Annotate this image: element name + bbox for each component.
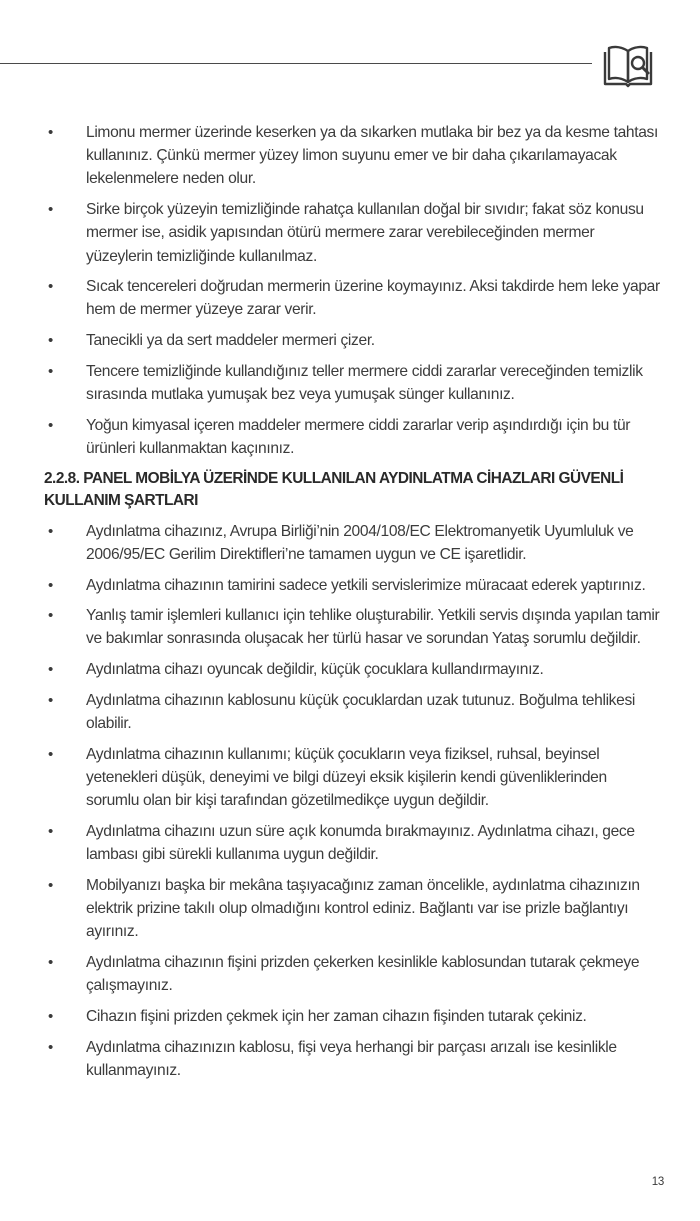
- list-item: • Aydınlatma cihazının tamirini sadece yetkili servislerimize müracaat ederek yaptırınız.: [44, 574, 660, 597]
- bullet: •: [48, 1007, 53, 1025]
- list-item: • Mobilyanızı başka bir mekâna taşıyacağınız zaman öncelikle, aydınlatma cihazınızın elektrik prizine takılı olup olmadığını kontrol ediniz. Bağlantı var ise prizle bağlantıyı ayırınız.: [44, 874, 660, 944]
- list-item: • Aydınlatma cihazınızın kablosu, fişi veya herhangi bir parçası arızalı ise kesinlikle kullanmayınız.: [44, 1036, 660, 1082]
- list-item: • Yanlış tamir işlemleri kullanıcı için tehlike oluşturabilir. Yetkili servis dışında yapılan tamir ve bakımlar sonrasında oluşacak her türlü hasar ve sorundan Yataş sorumlu değildir.: [44, 604, 660, 650]
- bullet: •: [48, 745, 53, 763]
- bullet: •: [48, 691, 53, 709]
- page-content: [44, 121, 660, 1089]
- list-item: • Tanecikli ya da sert maddeler mermeri çizer.: [44, 329, 660, 352]
- marble-care-list: [44, 121, 660, 460]
- page-number: 13: [651, 1176, 664, 1188]
- list-item: • Cihazın fişini prizden çekmek için her zaman cihazın fişinden tutarak çekiniz.: [44, 1005, 660, 1028]
- bullet: •: [48, 953, 53, 971]
- list-item: • Aydınlatma cihazını uzun süre açık konumda bırakmayınız. Aydınlatma cihazı, gece lambası gibi sürekli kullanıma uygun değildir.: [44, 820, 660, 866]
- bullet: •: [48, 278, 53, 296]
- bullet: •: [48, 124, 53, 141]
- list-item: • Aydınlatma cihazınız, Avrupa Birliği’nin 2004/108/EC Elektromanyetik Uyumluluk ve 2006/95/EC Gerilim Direktifleri’ne tamamen uygun ve CE işaretlidir.: [44, 520, 660, 566]
- header-rule: [0, 63, 592, 64]
- lighting-safety-list: [44, 520, 660, 1082]
- bullet: •: [48, 661, 53, 679]
- bullet: •: [48, 201, 53, 219]
- bullet: •: [48, 522, 53, 540]
- book-magnifier-icon: [602, 44, 654, 88]
- list-item: • Tencere temizliğinde kullandığınız teller mermere ciddi zararlar vereceğinden temizlik sırasında mutlaka yumuşak bez veya yumuşak sünger kullanınız.: [44, 360, 660, 406]
- bullet: •: [48, 822, 53, 840]
- list-item: • Sıcak tencereleri doğrudan mermerin üzerine koymayınız. Aksi takdirde hem leke yapar hem de mermer yüzeye zarar verir.: [44, 275, 660, 321]
- list-item: • Yoğun kimyasal içeren maddeler mermere ciddi zararlar verip aşındırdığı için bu tür ürünleri kullanmaktan kaçınınız.: [44, 414, 660, 460]
- bullet: •: [48, 1038, 53, 1056]
- list-item: • Aydınlatma cihazının kullanımı; küçük çocukların veya fiziksel, ruhsal, beyinsel yetenekleri düşük, deneyimi ve bilgi düzeyi eksik kişilerin kendi güvenliklerinden sorumlu olan bir kişi tarafından gözetilmedikçe uygun değildir.: [44, 743, 660, 813]
- list-item: • Aydınlatma cihazının kablosunu küçük çocuklardan uzak tutunuz. Boğulma tehlikesi olabilir.: [44, 689, 660, 735]
- list-item: • Aydınlatma cihazının fişini prizden çekerken kesinlikle kablosundan tutarak çekmeye çalışmayınız.: [44, 951, 660, 997]
- bullet: •: [48, 607, 53, 625]
- list-item: • Aydınlatma cihazı oyuncak değildir, küçük çocuklara kullandırmayınız.: [44, 658, 660, 681]
- bullet: •: [48, 362, 53, 380]
- bullet: •: [48, 416, 53, 434]
- list-item: • Limonu mermer üzerinde keserken ya da sıkarken mutlaka bir bez ya da kesme tahtası kullanınız. Çünkü mermer yüzey limon suyunu emer ve bir daha çıkarılamayacak lekelenmelere neden olur.: [44, 121, 660, 191]
- bullet: •: [48, 332, 53, 350]
- bullet: •: [48, 576, 53, 594]
- bullet: •: [48, 876, 53, 894]
- section-heading: 2.2.8. PANEL MOBİLYA ÜZERİNDE KULLANILAN AYDINLATMA CİHAZLARI GÜVENLİ KULLANIM ŞARTLARI: [44, 469, 624, 509]
- list-item: • Sirke birçok yüzeyin temizliğinde rahatça kullanılan doğal bir sıvıdır; fakat söz konusu mermer ise, asidik yapısından ötürü mermere zarar verebileceğinden mermer yüzeylerin temizliğinde kullanılmaz.: [44, 198, 660, 268]
